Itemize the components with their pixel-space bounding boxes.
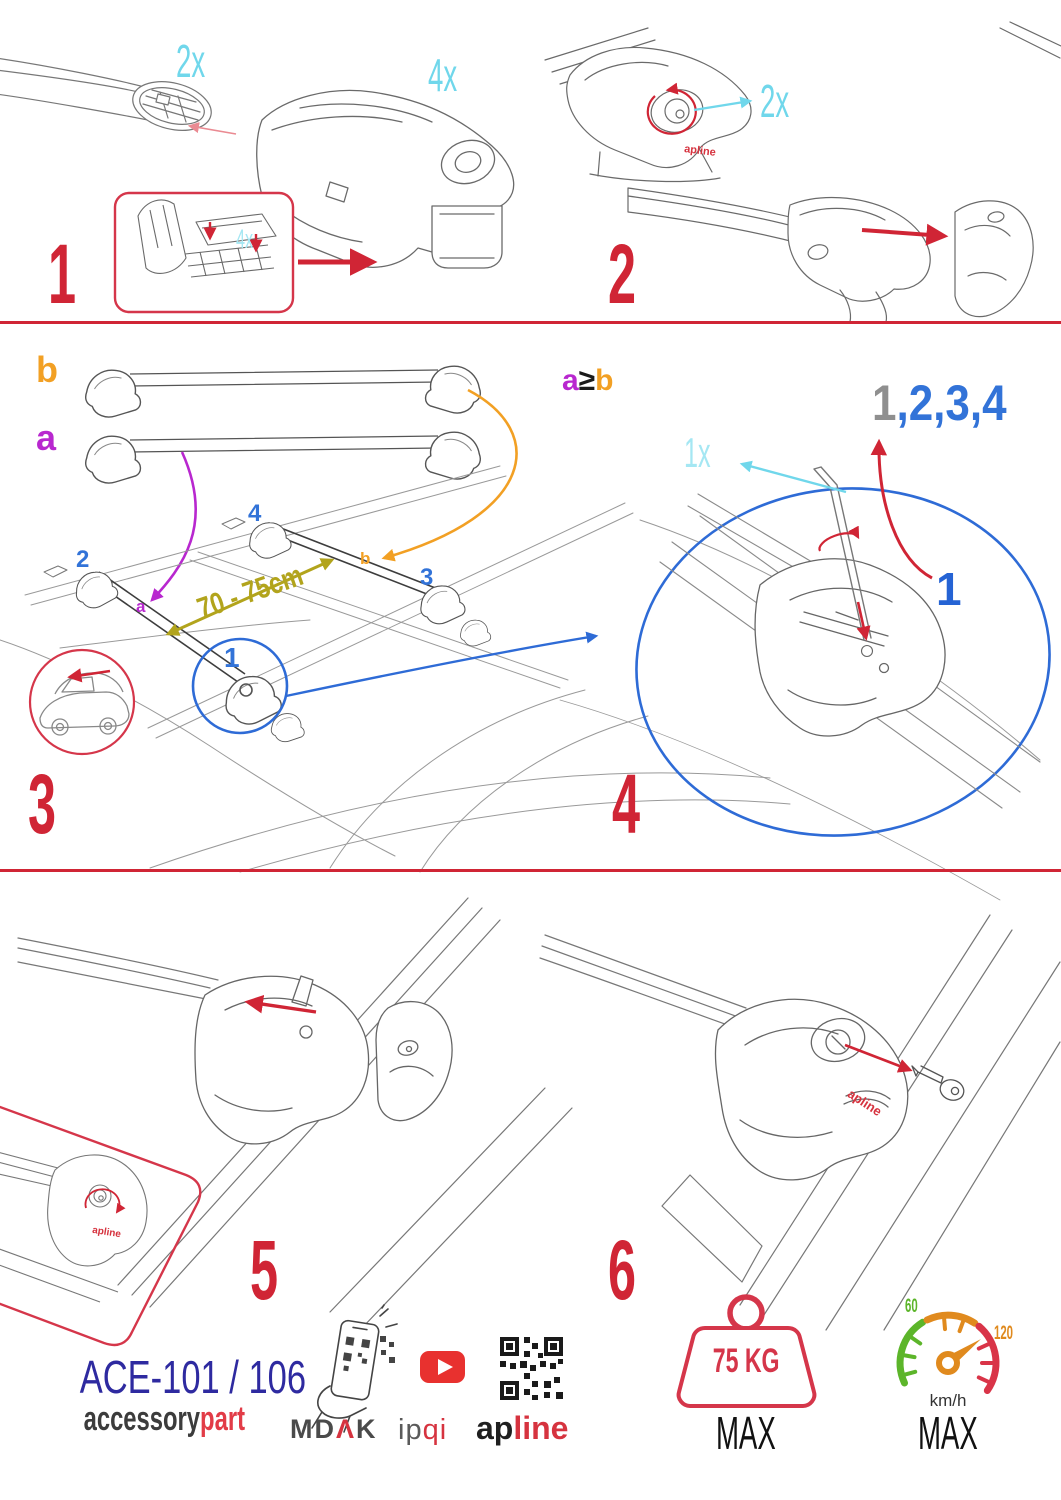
max-speed-text: MAX (918, 1407, 978, 1459)
section-divider-2 (0, 869, 1061, 872)
step3-bar-b-illustration (83, 363, 483, 419)
step1-slide-arrow (190, 126, 236, 134)
step1-number: 1 (48, 227, 77, 321)
knob-qty-label: 2x (760, 75, 790, 127)
step6-number: 6 (608, 1223, 637, 1317)
step5-number: 5 (250, 1223, 279, 1317)
position-4-label: 4 (248, 500, 262, 527)
roof-a-label: a (136, 597, 146, 616)
speed-high-label: 120 (994, 1323, 1014, 1344)
bar-a-pointer-curve (152, 452, 196, 600)
speed-unit-label: km/h (929, 1391, 967, 1410)
accessorypart-logo: accessorypart (83, 1400, 246, 1438)
apline-logo: apline (476, 1410, 569, 1446)
foot-logo-step6: apline (844, 1085, 885, 1120)
model-number: ACE-101 / 106 (79, 1351, 307, 1403)
step3-number: 3 (28, 757, 57, 851)
position-2-label: 2 (76, 546, 90, 573)
ipqi-logo: ipqi (398, 1414, 448, 1446)
detail-connector-line (286, 636, 596, 696)
max-speed-icon (900, 1315, 996, 1390)
bar-b-label: b (36, 349, 58, 390)
position-1-label: 1 (224, 642, 240, 673)
formula-label: a≥b (562, 364, 614, 397)
step5-inset-box (0, 1096, 200, 1345)
mdak-logo: MDΛK (290, 1414, 378, 1444)
key-qty-label: 1x (684, 429, 711, 476)
step3-bar-a-illustration (83, 429, 483, 485)
foot-logo-step2: apline (683, 143, 717, 159)
pad-qty-label: 4x (236, 224, 254, 254)
bar-qty-label: 2x (176, 35, 206, 87)
bolt-order-label: 1 (936, 563, 962, 615)
speed-low-label: 60 (905, 1296, 918, 1317)
position-3-label: 3 (420, 564, 434, 591)
step1-pad-inset (115, 193, 293, 312)
span-dimension-label: 70 - 75cm (192, 559, 307, 626)
step4-number: 4 (612, 757, 641, 851)
tighten-sequence-label: 1,2,3,4 (872, 375, 1007, 431)
phone-qr-scan-icon (312, 1305, 397, 1432)
max-load-value: 75 KG (712, 1342, 780, 1380)
max-load-text: MAX (716, 1407, 776, 1459)
youtube-icon (420, 1351, 465, 1383)
section-divider-1 (0, 321, 1061, 324)
car-direction-inset (30, 650, 134, 754)
step2-number: 2 (608, 227, 637, 321)
roof-b-label: b (360, 549, 371, 568)
foot-logo-step5: apline (91, 1224, 122, 1241)
step1-foot-illustration (257, 90, 514, 268)
step4-rotate-arrow (819, 533, 858, 551)
bar-a-label: a (36, 417, 57, 458)
foot-qty-label: 4x (428, 49, 458, 101)
step4-sequence-arrow (879, 442, 932, 578)
qr-code-icon (500, 1337, 563, 1400)
